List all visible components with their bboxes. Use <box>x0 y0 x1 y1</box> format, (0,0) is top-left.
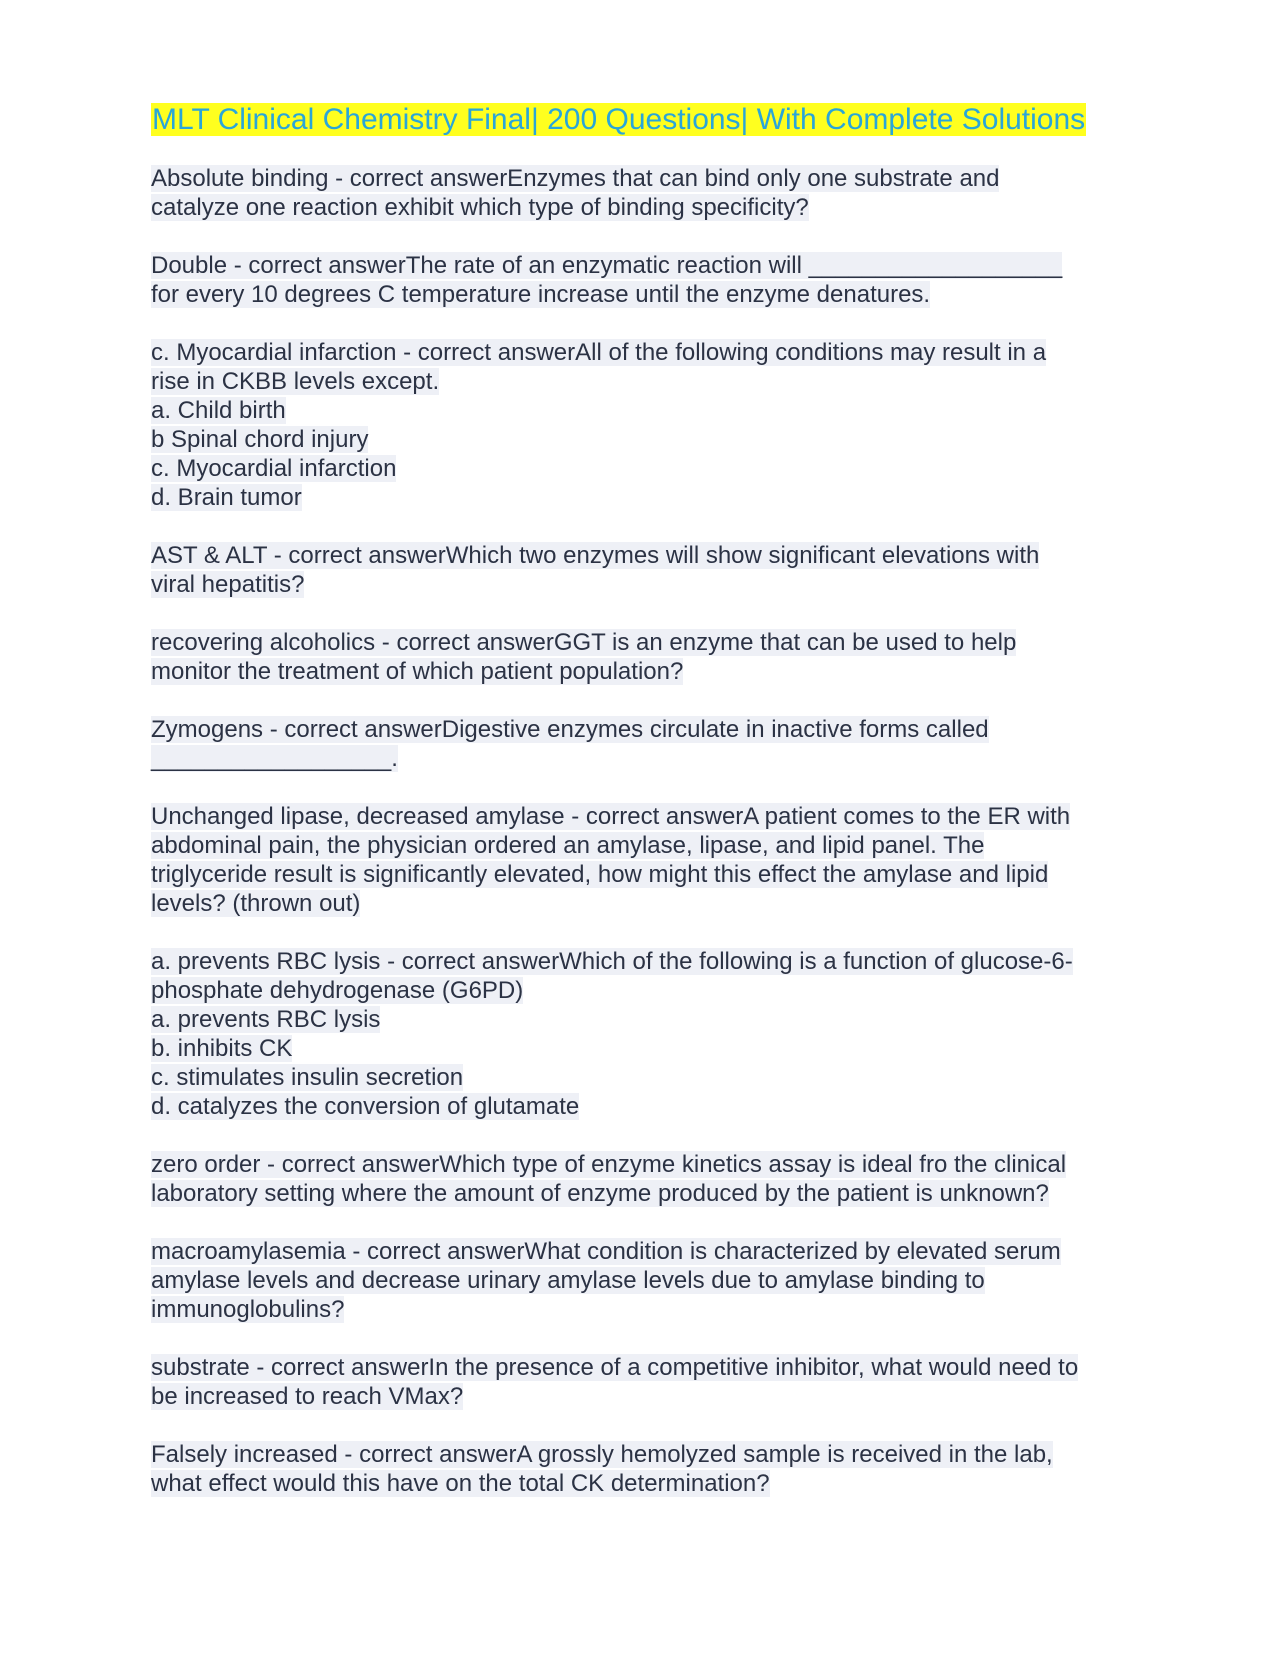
qa-line <box>151 744 1140 773</box>
qa-item <box>151 715 1140 773</box>
qa-item <box>151 338 1140 512</box>
qa-line <box>151 1034 1140 1063</box>
qa-line-text: viral hepatitis? <box>151 571 305 598</box>
qa-line <box>151 1237 1140 1266</box>
qa-line-text: a. Child birth <box>151 397 286 424</box>
qa-item <box>151 251 1140 309</box>
qa-line <box>151 1440 1140 1469</box>
qa-line-text: monitor the treatment of which patient population? <box>151 658 684 685</box>
qa-line-text: laboratory setting where the amount of enzyme produced by the patient is unknown? <box>151 1180 1049 1207</box>
qa-line-text: AST & ALT - correct answerWhich two enzymes will show significant elevations with <box>151 542 1040 569</box>
qa-line <box>151 367 1140 396</box>
qa-item <box>151 541 1140 599</box>
qa-line <box>151 1092 1140 1121</box>
qa-line-text: be increased to reach VMax? <box>151 1383 464 1410</box>
qa-line <box>151 976 1140 1005</box>
qa-line-text: Double - correct answerThe rate of an enzymatic reaction will ___________________ <box>151 252 1063 279</box>
qa-line <box>151 831 1140 860</box>
qa-line-text: rise in CKBB levels except. <box>151 368 440 395</box>
qa-line <box>151 396 1140 425</box>
qa-item <box>151 1353 1140 1411</box>
qa-line <box>151 1469 1140 1498</box>
qa-line-text: __________________. <box>151 745 398 772</box>
qa-line-text: immunoglobulins? <box>151 1296 345 1323</box>
qa-line-text: Absolute binding - correct answerEnzymes that can bind only one substrate and <box>151 165 1000 192</box>
qa-line <box>151 628 1140 657</box>
qa-line <box>151 1063 1140 1092</box>
qa-line-text: b. inhibits CK <box>151 1035 293 1062</box>
qa-line <box>151 1382 1140 1411</box>
qa-line <box>151 1266 1140 1295</box>
qa-line <box>151 280 1140 309</box>
qa-line-text: a. prevents RBC lysis <box>151 1006 381 1033</box>
qa-item <box>151 947 1140 1121</box>
qa-line-text: d. catalyzes the conversion of glutamate <box>151 1093 580 1120</box>
qa-line-text: amylase levels and decrease urinary amylase levels due to amylase binding to <box>151 1267 985 1294</box>
qa-line <box>151 251 1140 280</box>
qa-line-text: triglyceride result is significantly elevated, how might this effect the amylase and lipid <box>151 861 1049 888</box>
qa-line <box>151 889 1140 918</box>
qa-line-text: Unchanged lipase, decreased amylase - correct answerA patient comes to the ER with <box>151 803 1071 830</box>
qa-line <box>151 338 1140 367</box>
qa-line-text: Falsely increased - correct answerA grossly hemolyzed sample is received in the lab, <box>151 1441 1053 1468</box>
qa-line <box>151 947 1140 976</box>
qa-line-text: d. Brain tumor <box>151 484 302 511</box>
qa-line-text: b Spinal chord injury <box>151 426 369 453</box>
qa-line <box>151 541 1140 570</box>
qa-line <box>151 164 1140 193</box>
qa-line-text: zero order - correct answerWhich type of enzyme kinetics assay is ideal fro the clinical <box>151 1151 1067 1178</box>
qa-item <box>151 628 1140 686</box>
document-title <box>151 102 1140 138</box>
qa-line-text: Zymogens - correct answerDigestive enzymes circulate in inactive forms called <box>151 716 989 743</box>
qa-line-text: phosphate dehydrogenase (G6PD) <box>151 977 524 1004</box>
qa-line <box>151 193 1140 222</box>
qa-line-text: what effect would this have on the total CK determination? <box>151 1470 770 1497</box>
qa-line <box>151 1179 1140 1208</box>
qa-line <box>151 802 1140 831</box>
qa-line-text: abdominal pain, the physician ordered an amylase, lipase, and lipid panel. The <box>151 832 985 859</box>
qa-line <box>151 425 1140 454</box>
qa-line <box>151 860 1140 889</box>
qa-line <box>151 1005 1140 1034</box>
qa-item <box>151 164 1140 222</box>
title-text: MLT Clinical Chemistry Final| 200 Questions| With Complete Solutions <box>152 103 1086 136</box>
qa-line-text: catalyze one reaction exhibit which type of binding specificity? <box>151 194 809 221</box>
qa-line <box>151 1353 1140 1382</box>
qa-line <box>151 1295 1140 1324</box>
qa-list <box>151 164 1140 1498</box>
qa-line-text: recovering alcoholics - correct answerGGT is an enzyme that can be used to help <box>151 629 1017 656</box>
qa-line <box>151 715 1140 744</box>
qa-line-text: for every 10 degrees C temperature increase until the enzyme denatures. <box>151 281 931 308</box>
qa-item <box>151 1237 1140 1324</box>
qa-line-text: a. prevents RBC lysis - correct answerWhich of the following is a function of glucose-6- <box>151 948 1073 975</box>
qa-line-text: c. stimulates insulin secretion <box>151 1064 464 1091</box>
qa-line <box>151 657 1140 686</box>
qa-line <box>151 454 1140 483</box>
qa-item <box>151 1150 1140 1208</box>
qa-item <box>151 1440 1140 1498</box>
qa-line-text: c. Myocardial infarction - correct answerAll of the following conditions may result in a <box>151 339 1047 366</box>
qa-line-text: macroamylasemia - correct answerWhat condition is characterized by elevated serum <box>151 1238 1061 1265</box>
qa-line-text: levels? (thrown out) <box>151 890 361 917</box>
qa-line-text: c. Myocardial infarction <box>151 455 397 482</box>
qa-line <box>151 1150 1140 1179</box>
qa-line <box>151 570 1140 599</box>
qa-item <box>151 802 1140 918</box>
qa-line-text: substrate - correct answerIn the presence of a competitive inhibitor, what would need to <box>151 1354 1079 1381</box>
qa-line <box>151 483 1140 512</box>
